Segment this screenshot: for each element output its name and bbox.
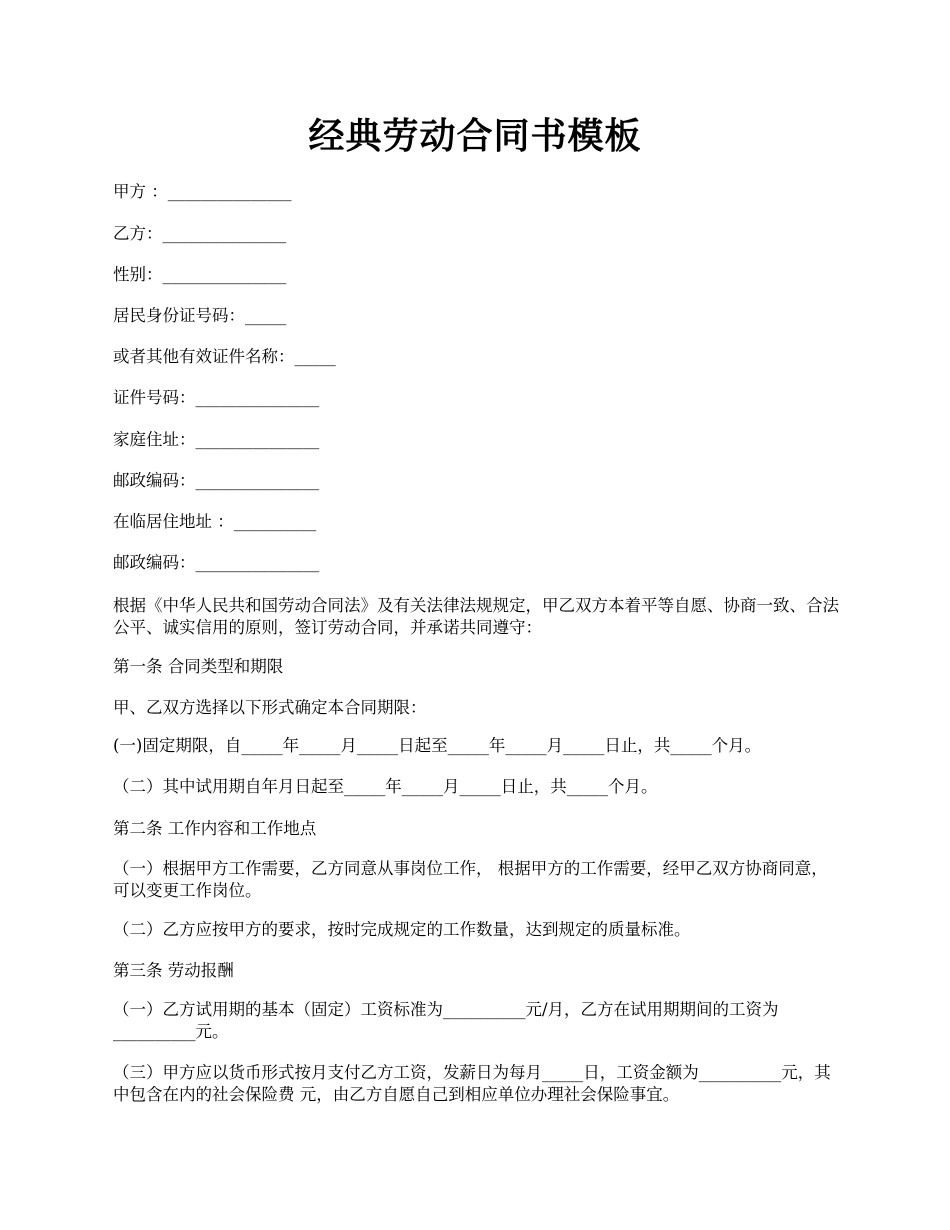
article1-intro: 甲、乙双方选择以下形式确定本合同期限：: [113, 698, 427, 717]
field-blank: _____: [294, 347, 336, 366]
field-label: 乙方：: [113, 224, 163, 243]
field-label: 在临居住地址 ：: [113, 512, 234, 531]
field-other-id-name: [113, 346, 843, 368]
field-blank: _______________: [195, 553, 320, 572]
article2-item2: （二）乙方应按甲方的要求，按时完成规定的工作数量，达到规定的质量标准。: [113, 920, 691, 939]
article1-item1: (一)固定期限，自_____年_____月_____日起至_____年_____月_____日止，共_____个月。: [113, 736, 762, 755]
field-label: 或者其他有效证件名称：: [113, 347, 295, 366]
article3-heading: 第三条 劳动报酬: [113, 961, 234, 980]
field-postal-code-2: [113, 552, 843, 574]
field-label: 邮政编码：: [113, 553, 196, 572]
field-blank: _______________: [195, 430, 320, 449]
field-home-address: [113, 429, 843, 451]
field-gender: [113, 264, 843, 286]
field-blank: _______________: [195, 471, 320, 490]
field-postal-code: [113, 470, 843, 492]
article3-item3: （三）甲方应以货币形式按月支付乙方工资，发薪日为每月_____日，工资金额为__________元，其中包含在内的社会保险费 元，由乙方自愿自己到相应单位办理社会保险事宜。: [113, 1063, 831, 1104]
field-temporary-address: [113, 511, 843, 533]
article3-item1: （一）乙方试用期的基本（固定）工资标准为__________元/月，乙方在试用期期间的工资为__________元。: [113, 1000, 779, 1041]
article2-heading: 第二条 工作内容和工作地点: [113, 819, 317, 838]
field-blank: _______________: [162, 265, 287, 284]
field-label: 甲方 ：: [113, 182, 168, 201]
field-label: 家庭住址：: [113, 430, 196, 449]
field-label: 邮政编码：: [113, 471, 196, 490]
document-title: 经典劳动合同书模板: [308, 115, 642, 157]
field-blank: _______________: [167, 182, 292, 201]
preamble-paragraph: 根据《中华人民共和国劳动合同法》及有关法律法规规定，甲乙双方本着平等自愿、协商一致、合法公平、诚实信用的原则，签订劳动合同，并承诺共同遵守：: [113, 596, 839, 637]
field-certificate-number: [113, 387, 843, 409]
article1-heading: 第一条 合同类型和期限: [113, 657, 284, 676]
field-blank: _______________: [195, 388, 320, 407]
field-party-a: [113, 181, 843, 203]
article1-item2: （二）其中试用期自年月日起至_____年_____月_____日止，共_____个月。: [113, 777, 658, 796]
field-blank: _____: [245, 306, 287, 325]
field-party-b: [113, 223, 843, 245]
field-label: 证件号码：: [113, 388, 196, 407]
field-blank: __________: [233, 512, 317, 531]
field-id-number: [113, 305, 843, 327]
field-label: 居民身份证号码：: [113, 306, 245, 325]
field-label: 性别：: [113, 265, 163, 284]
article2-item1: （一）根据甲方工作需要，乙方同意从事岗位工作， 根据甲方的工作需要，经甲乙双方协商同意，可以变更工作岗位。: [113, 859, 828, 900]
field-blank: _______________: [162, 224, 287, 243]
